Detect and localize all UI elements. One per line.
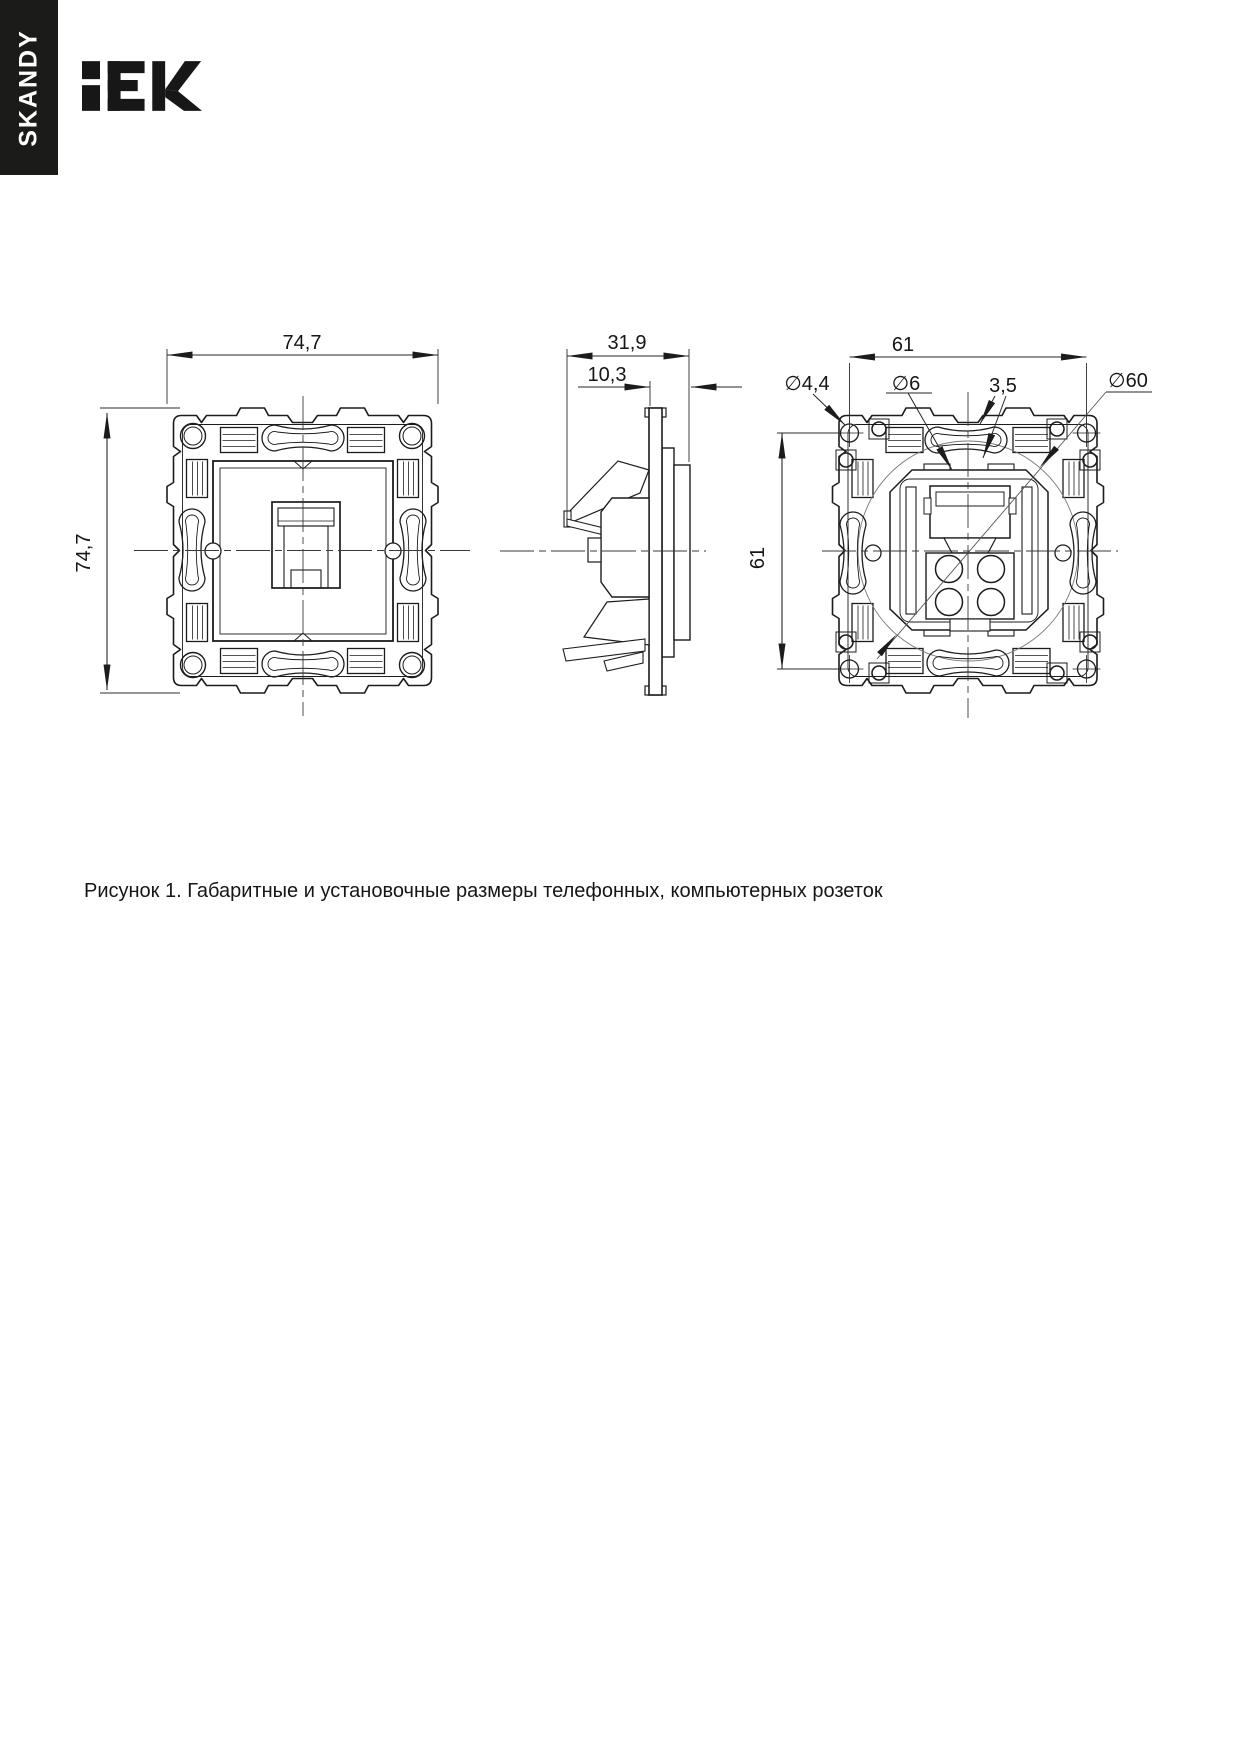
dim-rear-height: 61 bbox=[747, 546, 769, 570]
front-width-dimension bbox=[167, 332, 438, 404]
label-slot-width: 3,5 bbox=[989, 375, 1017, 397]
label-screw-hole-dia: ∅4,4 bbox=[784, 373, 830, 395]
slot-dia-callout bbox=[886, 373, 952, 470]
figure-caption: Рисунок 1. Габаритные и установочные размеры телефонных, компьютерных розеток bbox=[84, 880, 883, 902]
side-profile bbox=[563, 408, 690, 695]
side-front-depth-dimension bbox=[578, 364, 742, 406]
dim-side-depth: 31,9 bbox=[607, 332, 647, 354]
side-view bbox=[500, 332, 742, 695]
dim-front-height: 74,7 bbox=[73, 533, 95, 573]
label-mounting-circle-dia: ∅60 bbox=[1108, 370, 1148, 392]
dim-side-front-depth: 10,3 bbox=[587, 364, 627, 386]
screw-hole-callout bbox=[784, 373, 845, 425]
mounting-circle-callout bbox=[1106, 370, 1152, 392]
dim-front-width: 74,7 bbox=[282, 332, 322, 354]
series-label: SKANDY bbox=[14, 28, 43, 147]
rear-view bbox=[747, 334, 1152, 718]
rj45-jack bbox=[272, 502, 340, 588]
label-slot-dia: ∅6 bbox=[891, 373, 921, 395]
rear-mechanism-module bbox=[890, 464, 1048, 636]
front-view bbox=[73, 332, 470, 716]
dim-rear-width: 61 bbox=[891, 334, 915, 356]
